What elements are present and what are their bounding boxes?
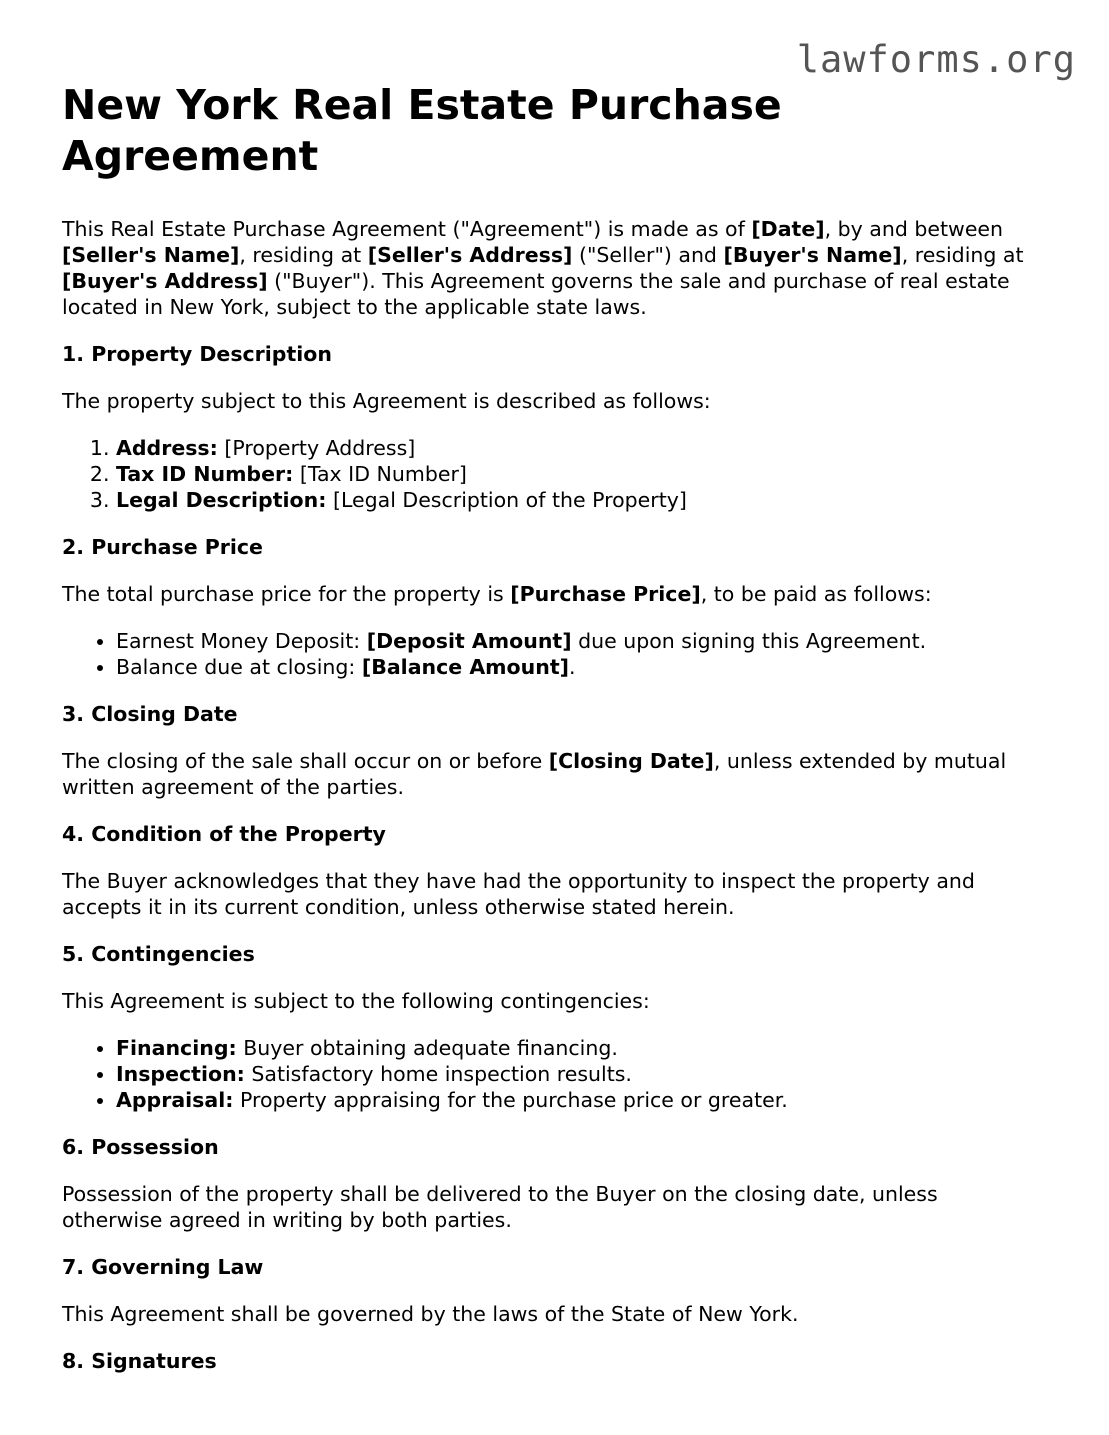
list-item: • Balance due at closing: [Balance Amount]. bbox=[116, 654, 1032, 680]
section-heading-governing-law: 7. Governing Law bbox=[62, 1255, 264, 1279]
list-item: 2. Tax ID Number: [Tax ID Number] bbox=[116, 461, 1032, 487]
list-item: • Earnest Money Deposit: [Deposit Amount] due upon signing this Agreement. bbox=[116, 628, 1032, 654]
intro-paragraph: This Real Estate Purchase Agreement ("Agreement") is made as of [Date], by and between [Seller's Name], residing at [Seller's Address] ("Seller") and [Buyer's Name], residing at [Buyer's Address] ("Buyer"). This Agreement governs the sale and purchase of real estate located in New York, subject to the applicable state laws. bbox=[62, 217, 1024, 319]
purchase-price-placeholder: [Purchase Price] bbox=[510, 582, 701, 606]
page-title: New York Real Estate Purchase Agreement bbox=[62, 81, 782, 180]
contingencies-list bbox=[62, 1035, 1032, 1113]
list-item: • Inspection: Satisfactory home inspection results. bbox=[116, 1061, 1032, 1087]
section-text: The property subject to this Agreement is described as follows: bbox=[62, 389, 711, 413]
section-text: This Agreement is subject to the following contingencies: bbox=[62, 989, 650, 1013]
list-item: 3. Legal Description: [Legal Description of the Property] bbox=[116, 487, 1032, 513]
list-item: • Financing: Buyer obtaining adequate financing. bbox=[116, 1035, 1032, 1061]
date-placeholder: [Date] bbox=[751, 217, 825, 241]
seller-name-placeholder: [Seller's Name] bbox=[62, 243, 240, 267]
section-heading-closing-date: 3. Closing Date bbox=[62, 702, 238, 726]
buyer-address-placeholder: [Buyer's Address] bbox=[62, 269, 268, 293]
section-text: Possession of the property shall be delivered to the Buyer on the closing date, unless otherwise agreed in writing by both parties. bbox=[62, 1182, 938, 1232]
section-text: This Agreement shall be governed by the laws of the State of New York. bbox=[62, 1302, 799, 1326]
buyer-name-placeholder: [Buyer's Name] bbox=[723, 243, 902, 267]
seller-address-placeholder: [Seller's Address] bbox=[367, 243, 573, 267]
section-heading-signatures: 8. Signatures bbox=[62, 1349, 217, 1373]
property-description-list bbox=[62, 435, 1032, 513]
watermark: lawforms.org bbox=[796, 38, 1076, 81]
section-heading-contingencies: 5. Contingencies bbox=[62, 942, 255, 966]
section-heading-property-description: 1. Property Description bbox=[62, 342, 332, 366]
payment-list bbox=[62, 628, 1032, 680]
section-text: The Buyer acknowledges that they have had the opportunity to inspect the property and accepts it in its current condition, unless otherwise stated herein. bbox=[62, 869, 975, 919]
section-heading-possession: 6. Possession bbox=[62, 1135, 219, 1159]
list-item: • Appraisal: Property appraising for the purchase price or greater. bbox=[116, 1087, 1032, 1113]
section-text: The total purchase price for the property is [Purchase Price], to be paid as follows: bbox=[62, 582, 932, 606]
document-page bbox=[62, 80, 1032, 1374]
section-text: The closing of the sale shall occur on or before [Closing Date], unless extended by mutual written agreement of the parties. bbox=[62, 749, 1007, 799]
section-heading-condition: 4. Condition of the Property bbox=[62, 822, 386, 846]
list-item: 1. Address: [Property Address] bbox=[116, 435, 1032, 461]
section-heading-purchase-price: 2. Purchase Price bbox=[62, 535, 263, 559]
closing-date-placeholder: [Closing Date] bbox=[548, 749, 714, 773]
